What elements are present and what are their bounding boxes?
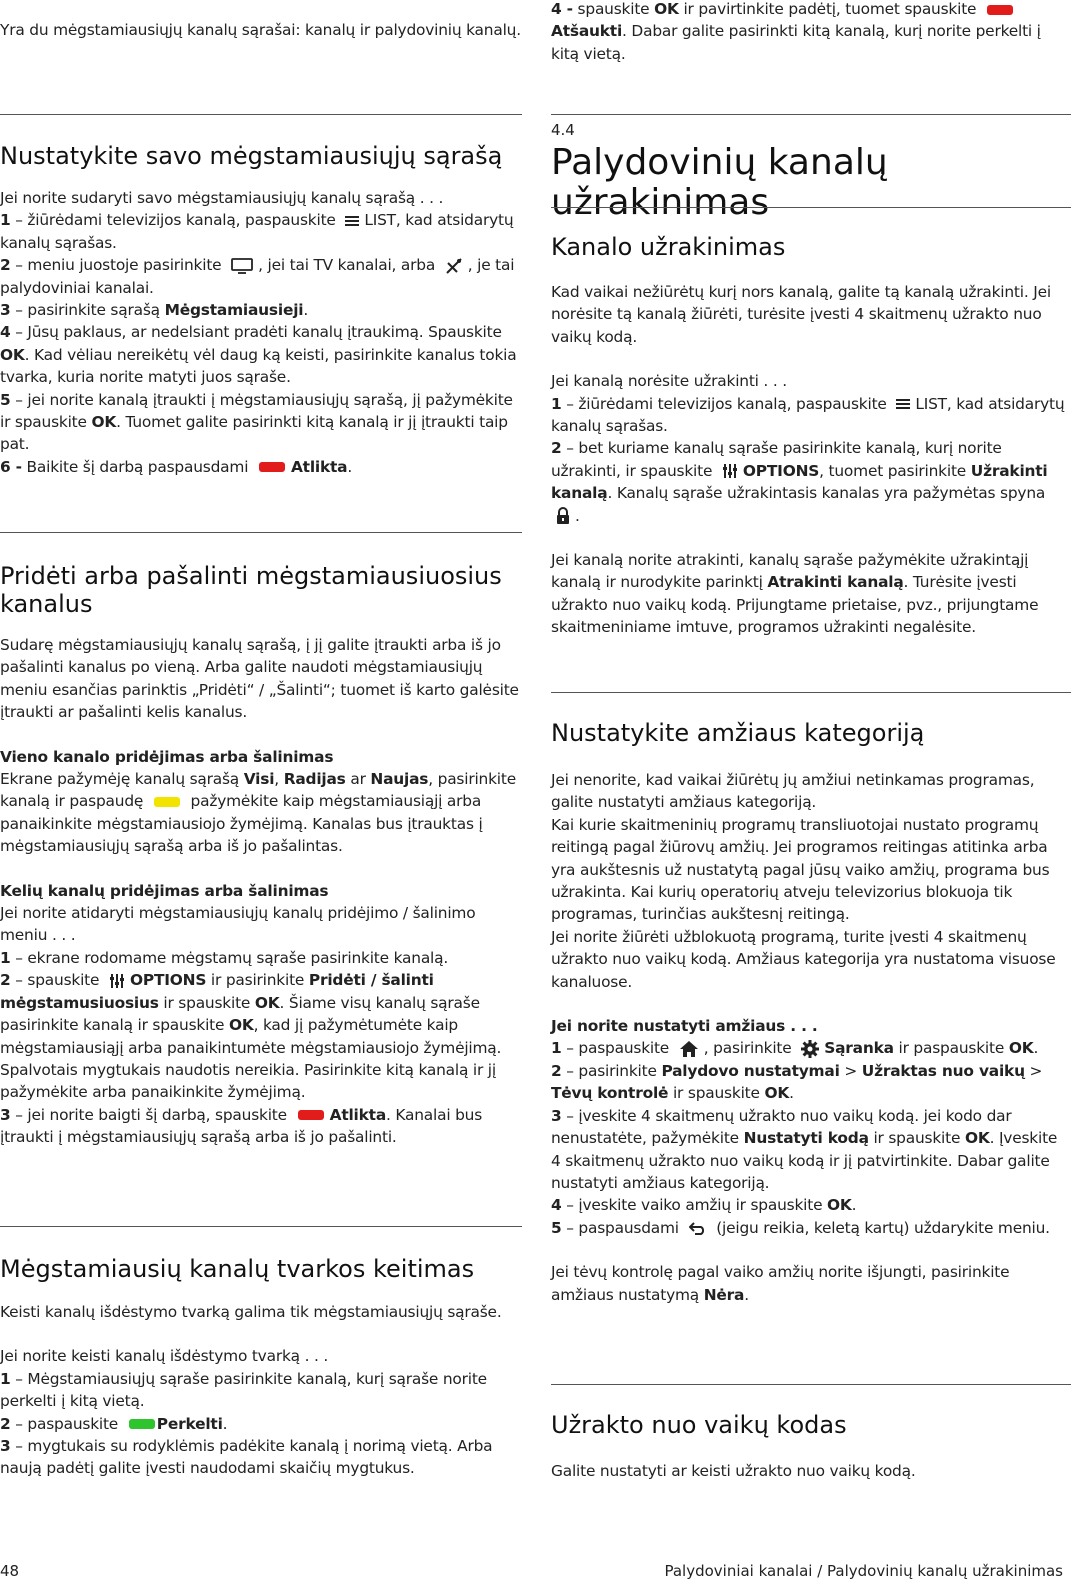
step-1: 1 – paspauskite , pasirinkite Sąranka ir paspauskite OK. bbox=[551, 1039, 1039, 1058]
divider bbox=[0, 114, 522, 115]
divider bbox=[551, 207, 1071, 208]
section-title: Mėgstamiausių kanalų tvarkos keitimas bbox=[0, 1255, 475, 1283]
red-button-icon bbox=[298, 1110, 324, 1120]
step-4: 4 - spauskite OK ir pavirtinkite padėtį, tuomet spauskite Atšaukti. Dabar galite pasirinkti kitą kanalą, kurį norite perkelti į kitą vietą. bbox=[551, 0, 1041, 63]
step-2: 2 – spauskite OPTIONS ir pasirinkite Pridėti / šalinti mėgstamusiuosius ir spauskite OK. Šiame visų kanalų sąraše pasirinkite kanalą ir spauskite OK, kad jį pažymėtumėte kaip mėgstamiausiąjį arba panaikintumėte mėgstamiausiojo žymėjimą. Spalvotais mygtukais naudotis nereikia. Pasirinkite kitą kanalą ir jį pažymėkite arba panaikinkite žymėjimą. bbox=[0, 971, 502, 1102]
section-title: Kanalo užrakinimas bbox=[551, 233, 786, 261]
list-icon bbox=[896, 398, 910, 410]
divider bbox=[551, 692, 1071, 693]
divider bbox=[0, 1226, 522, 1227]
step-2: 2 – pasirinkite Palydovo nustatymai > Užraktas nuo vaikų > Tėvų kontrolė ir spauskite OK. bbox=[551, 1061, 1043, 1103]
section-title: Nustatykite amžiaus kategoriją bbox=[551, 719, 925, 747]
home-icon bbox=[679, 1040, 699, 1058]
step-5: 5 – jei norite kanalą įtraukti į mėgstamiausiųjų sąrašą, jį pažymėkite ir spauskite OK. Tuomet galite pasirinkti kitą kanalą ir jį įtraukti taip pat. bbox=[0, 390, 513, 454]
divider bbox=[551, 114, 1071, 115]
section-title: Pridėti arba pašalinti mėgstamiausiuosius kanalus bbox=[0, 562, 502, 618]
continuation bbox=[551, 0, 1071, 65]
section-title: Nustatykite savo mėgstamiausiųjų sąrašą bbox=[0, 142, 503, 170]
yellow-button-icon bbox=[154, 797, 180, 807]
section-code-body: Galite nustatyti ar keisti užrakto nuo vaikų kodą. bbox=[551, 1462, 916, 1480]
options-icon bbox=[722, 463, 738, 479]
step-1: 1 – žiūrėdami televizijos kanalą, paspauskite LIST, kad atsidarytų kanalų sąrašas. bbox=[0, 211, 514, 252]
intro: Yra du mėgstamiausiųjų kanalų sąrašai: kanalų ir palydovinių kanalų. bbox=[0, 21, 521, 39]
red-button-icon bbox=[987, 5, 1013, 15]
red-button-icon bbox=[259, 462, 285, 472]
footer-breadcrumb: Palydoviniai kanalai / Palydovinių kanalų užrakinimas bbox=[664, 1562, 1063, 1580]
section-favourites-body: Jei norite sudaryti savo mėgstamiausiųjų kanalų sąrašą . . . 1 – žiūrėdami televizijos kanalą, paspauskite LIST, kad atsidarytų kanalų sąrašas. 2 – meniu juostoje pasirinkite , jei tai TV kanalai, arba , je tai palydoviniai kanalai. 3 – pasirinkite sąrašą Mėgstamiausieji. 4 – Jūsų paklaus, ar nedelsiant pradėti kanalų įtraukimą. Spauskite OK. Kad vėliau nereikėtų vėl daug ką keisti, pasirinkite kanalus tokia tvarka, kuria norite matyti juos sąraše. 5 – jei norite kanalą įtraukti į mėgstamiausiųjų sąrašą, jį pažymėkite ir spauskite OK. Tuomet galite pasirinkti kitą kanalą ir jį įtraukti taip pat. 6 - Baikite šį darbą paspausdami Atlikta. bbox=[0, 187, 522, 478]
section-add-remove-body: Sudarę mėgstamiausiųjų kanalų sąrašą, į jį galite įtraukti arba iš jo pašalinti kanalus po vieną. Arba galite naudoti mėgstamiausiųjų meniu esančias parinktis „Pridėti“ / „Šalinti“; tuomet iš karto galėsite įtraukti ar pašalinti kelis kanalus. Vieno kanalo pridėjimas arba šalinimas Ekrane pažymėję kanalų sąrašą Visi, Radijas ar Naujas, pasirinkite kanalą ir paspaudę pažymėkite kaip mėgstamiausiąjį arba panaikinkite mėgstamiausiojo žymėjimą. Kanalas bus įtrauktas į mėgstamiausiųjų sąrašą arba iš jo pašalintas. Kelių kanalų pridėjimas arba šalinimas Jei norite atidaryti mėgstamiausiųjų kanalų pridėjimo / šalinimo meniu . . . 1 – ekrane rodomame mėgstamų sąraše pasirinkite kanalą. 2 – spauskite OPTIONS ir pasirinkite Pridėti / šalinti mėgstamusiuosius ir spauskite OK. Šiame visų kanalų sąraše pasirinkite kanalą ir spauskite OK, kad jį pažymėtumėte kaip mėgstamiausiąjį arba panaikintumėte mėgstamiausiojo žymėjimą. Spalvotais mygtukais naudotis nereikia. Pasirinkite kitą kanalą ir jį pažymėkite arba panaikinkite žymėjimą. 3 – jei norite baigti šį darbą, spauskite Atlikta. Kanalai bus įtraukti į mėgstamiausiųjų sąrašą arba iš jo pašalinti. bbox=[0, 634, 522, 1149]
step-3: 3 – pasirinkite sąrašą Mėgstamiausieji. bbox=[0, 301, 309, 320]
section-age-body: Jei nenorite, kad vaikai žiūrėtų jų amžiui netinkamas programas, galite nustatyti amžiaus kategoriją. Kai kurie skaitmeninių programų transliuotojai nustato programų reitingą pagal žiūrovų amžių. Jei programos reitingas atitinka arba yra aukštesnis už nustatytą pagal jūsų vaiko amžių, programa bus užrakinta. Kai kurių operatorių atveju televizorius blokuoja tik programas, turinčias aukštesnį reitingą. Jei norite žiūrėti užblokuotą programą, turite įvesti 4 skaitmenų užrakto nuo vaikų kodą. Amžiaus kategorija yra nustatoma visuose kanaluose. Jei norite nustatyti amžiaus . . . 1 – paspauskite , pasirinkite Sąranka ir paspauskite OK. 2 – pasirinkite Palydovo nustatymai > Užraktas nuo vaikų > Tėvų kontrolė ir spauskite OK. 3 – įveskite 4 skaitmenų užrakto nuo vaikų kodą. jei kodo dar nenustatėte, pažymėkite Nustatyti kodą ir spauskite OK. Įveskite 4 skaitmenų užrakto nuo vaikų kodą ir jį patvirtinkite. Dabar galite nustatyti amžiaus kategoriją. 4 – įveskite vaiko amžių ir spauskite OK. 5 – paspausdami (jeigu reikia, keletą kartų) uždarykite meniu. Jei tėvų kontrolę pagal vaiko amžių norite išjungti, pasirinkite amžiaus nustatymą Nėra. bbox=[551, 769, 1071, 1306]
subheading: Jei norite nustatyti amžiaus . . . bbox=[551, 1017, 818, 1036]
section-order-body: Keisti kanalų išdėstymo tvarką galima tik mėgstamiausiųjų sąraše. Jei norite keisti kanalų išdėstymo tvarką . . . 1 – Mėgstamiausiųjų sąraše pasirinkite kanalą, kurį sąraše norite perkelti į kitą vietą. 2 – paspauskite Perkelti. 3 – mygtukais su rodyklėmis padėkite kanalą į norimą vietą. Arba naują padėtį galite įvesti naudodami skaičių mygtukus. bbox=[0, 1301, 522, 1480]
step-3: 3 – mygtukais su rodyklėmis padėkite kanalą į norimą vietą. Arba naują padėtį galite įvesti naudodami skaičių mygtukus. bbox=[0, 1437, 493, 1478]
step-6: 6 - Baikite šį darbą paspausdami Atlikta. bbox=[0, 457, 353, 476]
tv-icon bbox=[231, 258, 253, 274]
step-1: 1 – Mėgstamiausiųjų sąraše pasirinkite kanalą, kurį sąraše norite perkelti į kitą vietą. bbox=[0, 1369, 487, 1411]
step-2: 2 – bet kuriame kanalų sąraše pasirinkite kanalą, kurį norite užrakinti, ir spauskite OPTIONS, tuomet pasirinkite Užrakinti kanalą. Kanalų sąraše užrakintasis kanalas yra pažymėtas spyna . bbox=[551, 439, 1048, 525]
section-lock-body: Kad vaikai nežiūrėtų kurį nors kanalą, galite tą kanalą užrakinti. Jei norėsite tą kanalą žiūrėti, turėsite įvesti 4 skaitmenų užrakto nuo vaikų kodą. Jei kanalą norėsite užrakinti . . . 1 – žiūrėdami televizijos kanalą, paspauskite LIST, kad atsidarytų kanalų sąrašas. 2 – bet kuriame kanalų sąraše pasirinkite kanalą, kurį norite užrakinti, ir spauskite OPTIONS, tuomet pasirinkite Užrakinti kanalą. Kanalų sąraše užrakintasis kanalas yra pažymėtas spyna . Jei kanalą norite atrakinti, kanalų sąraše pažymėkite užrakintąjį kanalą ir nurodykite parinktį Atrakinti kanalą. Turėsite įvesti užrakto nuo vaikų kodą. Prijungtame prietaise, pvz., prijungtame skaitmeniniame imtuve, programos užrakinti negalėsite. bbox=[551, 281, 1071, 639]
step-3: 3 – jei norite baigti šį darbą, spauskite Atlikta. Kanalai bus įtraukti į mėgstamiausiųjų sąrašą arba iš jo pašalinti. bbox=[0, 1105, 483, 1147]
step-1: 1 – žiūrėdami televizijos kanalą, paspauskite LIST, kad atsidarytų kanalų sąrašas. bbox=[551, 394, 1065, 436]
divider bbox=[551, 1384, 1071, 1385]
step-2: 2 – paspauskite Perkelti. bbox=[0, 1414, 228, 1433]
subheading: Kelių kanalų pridėjimas arba šalinimas bbox=[0, 881, 329, 900]
section-title: Užrakto nuo vaikų kodas bbox=[551, 1411, 847, 1439]
chapter-title: Palydovinių kanalų užrakinimas bbox=[551, 142, 888, 223]
step-2: 2 – meniu juostoje pasirinkite , jei tai TV kanalai, arba , je tai palydoviniai kanalai. bbox=[0, 256, 515, 297]
back-icon bbox=[689, 1221, 707, 1235]
list-icon bbox=[345, 215, 359, 227]
step-3: 3 – įveskite 4 skaitmenų užrakto nuo vaikų kodą. jei kodo dar nenustatėte, pažymėkite Nustatyti kodą ir spauskite OK. Įveskite 4 skaitmenų užrakto nuo vaikų kodą ir jį patvirtinkite. Dabar galite nustatyti amžiaus kategoriją. bbox=[551, 1106, 1058, 1192]
step-5: 5 – paspausdami (jeigu reikia, keletą kartų) uždarykite meniu. bbox=[551, 1218, 1050, 1237]
subheading: Vieno kanalo pridėjimas arba šalinimas bbox=[0, 747, 334, 766]
step-1: 1 – ekrane rodomame mėgstamų sąraše pasirinkite kanalą. bbox=[0, 948, 449, 967]
step-4: 4 – Jūsų paklaus, ar nedelsiant pradėti kanalų įtraukimą. Spauskite OK. Kad vėliau nereikėtų vėl daug ką keisti, pasirinkite kanalus tokia tvarka, kuria norite matyti juos sąraše. bbox=[0, 323, 517, 387]
lock-icon bbox=[556, 507, 570, 525]
green-button-icon bbox=[129, 1419, 155, 1429]
satellite-icon bbox=[445, 257, 463, 275]
chapter-number: 4.4 bbox=[551, 121, 575, 139]
gear-icon bbox=[801, 1040, 819, 1058]
step-4: 4 – įveskite vaiko amžių ir spauskite OK. bbox=[551, 1196, 857, 1215]
options-icon bbox=[109, 973, 125, 989]
divider bbox=[0, 532, 522, 533]
page-number: 48 bbox=[0, 1562, 20, 1580]
